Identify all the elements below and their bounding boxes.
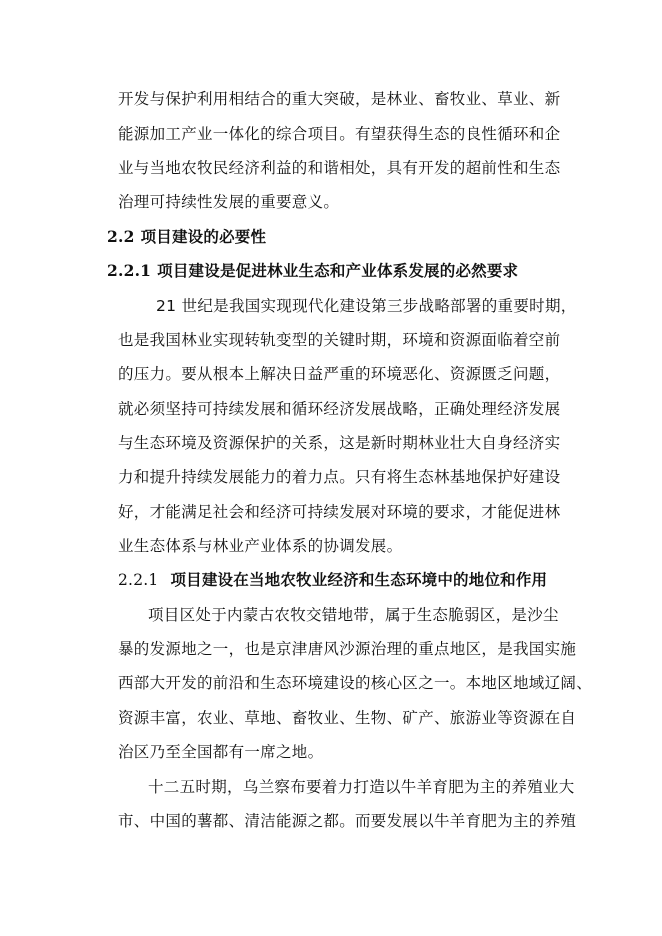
- para-a-line-8: 业生态体系与林业产业体系的协调发展。: [118, 537, 403, 555]
- para-b1-line-2: 暴的发源地之一，也是京津唐风沙源治理的重点地区，是我国实施: [118, 640, 577, 658]
- para-a-line-6: 力和提升持续发展能力的着力点。只有将生态林基地保护好建设: [118, 468, 561, 486]
- para-b1-line-1: 项目区处于内蒙古农牧交错地带，属于生态脆弱区，是沙尘: [148, 606, 559, 624]
- para-a-line-7: 好，才能满足社会和经济可持续发展对环境的要求，才能促进林: [118, 503, 561, 521]
- intro-line-2: 能源加工产业一体化的综合项目。有望获得生态的良性循环和企: [118, 125, 561, 143]
- section-number: 2.2.1: [107, 261, 152, 280]
- para-a-line-4: 就必须坚持可持续发展和循环经济发展战略，正确处理经济发展: [118, 400, 561, 418]
- para-b2-line-1: 十二五时期，乌兰察布要着力打造以牛羊育肥为主的养殖业大: [148, 778, 575, 796]
- section-2-2-1b-heading: [118, 570, 547, 590]
- section-title: 项目建设是促进林业生态和产业体系发展的必然要求: [157, 261, 519, 280]
- section-number: 2.2.1: [118, 571, 159, 589]
- para-b1-line-3: 西部大开发的前沿和生态环境建设的核心区之一。本地区地域辽阔、: [118, 674, 593, 692]
- para-a-line-3: 的压力。要从根本上解决日益严重的环境恶化、资源匮乏问题，: [118, 365, 561, 383]
- para-b1-line-4: 资源丰富，农业、草地、畜牧业、生物、矿产、旅游业等资源在自: [118, 709, 577, 727]
- section-number: 2.2: [107, 227, 135, 246]
- section-2-2-1a-heading: [107, 261, 518, 281]
- para-b2-line-2: 市、中国的薯都、清洁能源之都。而要发展以牛羊育肥为主的养殖: [118, 812, 577, 830]
- para-a-line-2: 也是我国林业实现转轨变型的关键时期，环境和资源面临着空前: [118, 331, 561, 349]
- para-b1-line-5: 治区乃至全国都有一席之地。: [118, 743, 324, 761]
- section-title: 项目建设在当地农牧业经济和生态环境中的地位和作用: [170, 570, 548, 589]
- para-a-line-1: 21 世纪是我国实现现代化建设第三步战略部署的重要时期，: [156, 297, 577, 315]
- intro-line-4: 治理可持续性发展的重要意义。: [118, 193, 340, 211]
- para-a-line-5: 与生态环境及资源保护的关系，这是新时期林业壮大自身经济实: [118, 434, 561, 452]
- intro-line-1: 开发与保护利用相结合的重大突破，是林业、畜牧业、草业、新: [118, 90, 561, 108]
- section-2-2-heading: [107, 227, 266, 247]
- section-title: 项目建设的必要性: [140, 227, 267, 246]
- intro-line-3: 业与当地农牧民经济利益的和谐相处，具有开发的超前性和生态: [118, 159, 561, 177]
